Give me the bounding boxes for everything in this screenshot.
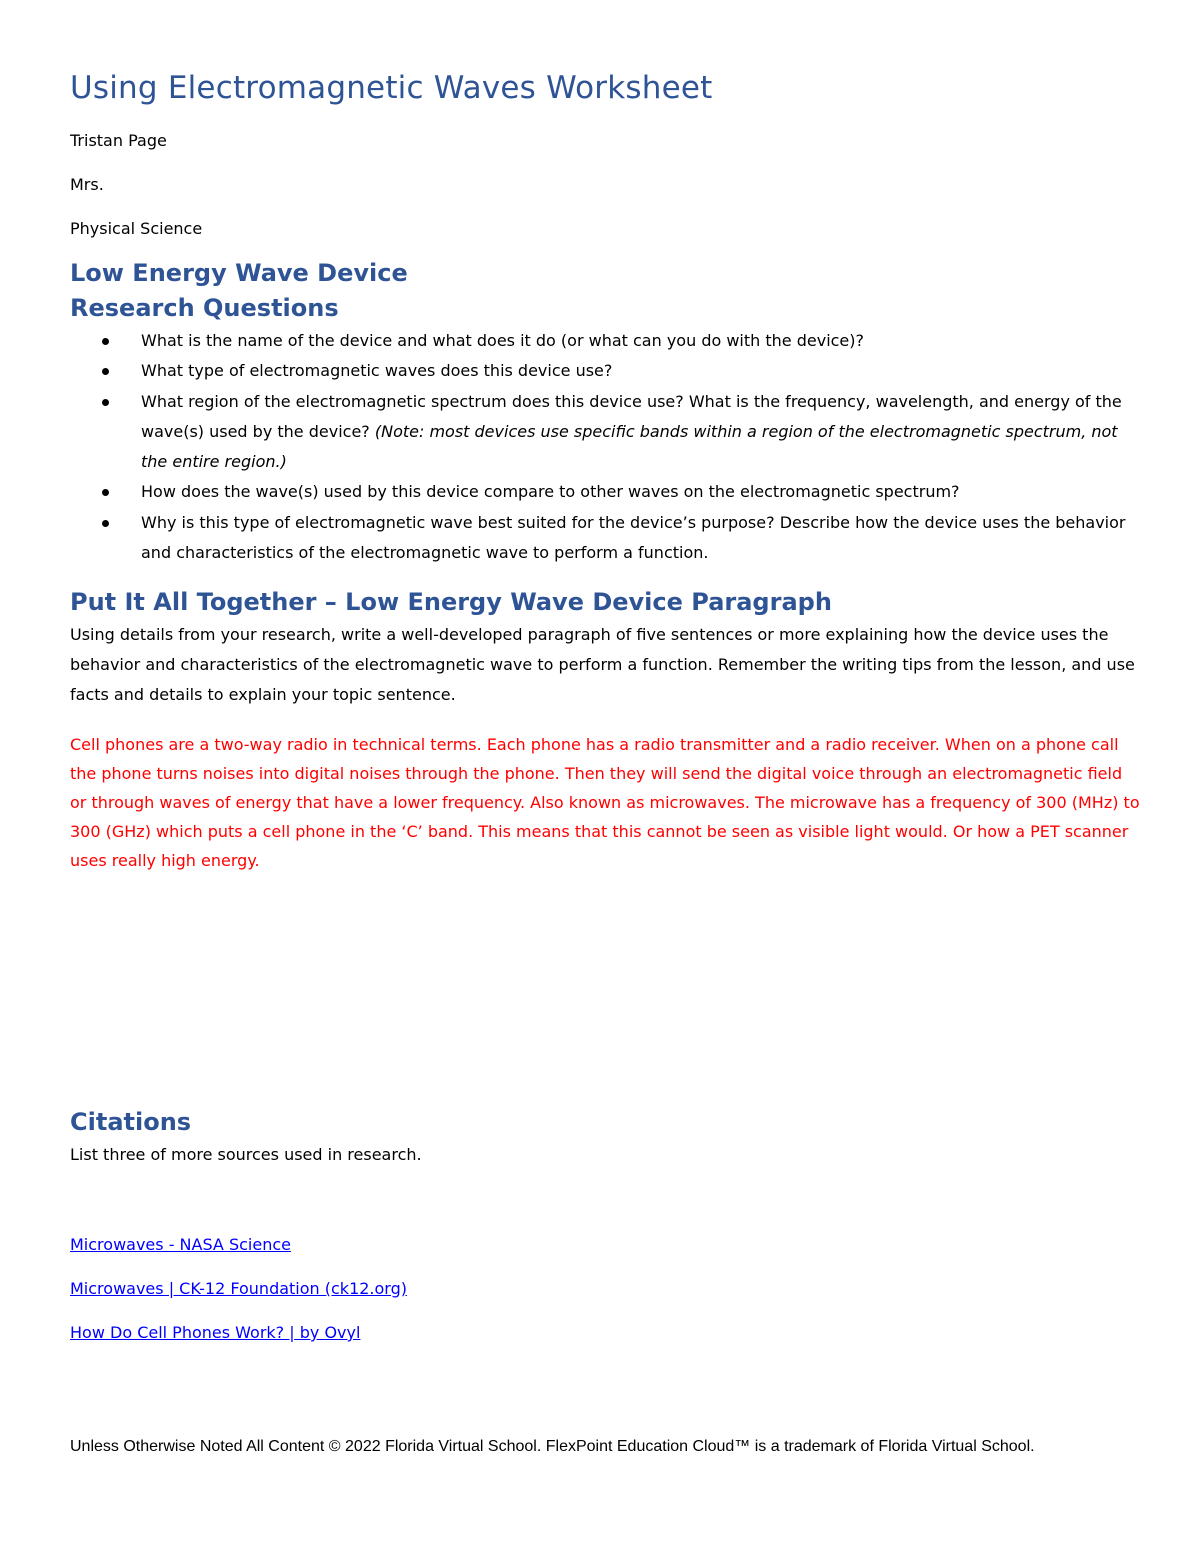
bullet-icon [102,489,109,496]
research-questions-list [100,326,1140,568]
list-item [100,326,1140,356]
bullet-icon [102,338,109,345]
page-title: Using Electromagnetic Waves Worksheet [70,70,713,106]
question-note: (Note: most devices use specific bands within a region of the electromagnetic spectrum, not the entire region.) [141,421,1118,472]
course-name: Physical Science [70,219,203,238]
bullet-icon [102,520,109,527]
bullet-icon [102,399,109,406]
citation-link[interactable]: Microwaves - NASA Science [70,1235,291,1254]
question-text: How does the wave(s) used by this device compare to other waves on the electromagnetic spectrum? [141,482,960,502]
list-item [100,387,1140,478]
list-item [100,508,1140,569]
citation-link[interactable]: Microwaves | CK-12 Foundation (ck12.org) [70,1279,407,1298]
student-answer: Cell phones are a two-way radio in technical terms. Each phone has a radio transmitter and a radio receiver. When on a phone call the phone turns noises into digital noises through the phone. Then they will send the digital voice through an electromagnetic field or through waves of energy that have a lower frequency. Also known as microwaves. The microwave has a frequency of 300 (MHz) to 300 (GHz) which puts a cell phone in the ‘C’ band. This means that this cannot be seen as visible light would. Or how a PET scanner uses really high energy. [70,735,1140,870]
citation-link[interactable]: How Do Cell Phones Work? | by Ovyl [70,1323,361,1342]
list-item [100,477,1140,507]
citations-prompt: List three of more sources used in research. [70,1145,422,1164]
teacher-name: Mrs. [70,175,104,194]
research-heading-line1: Low Energy Wave Device [70,259,408,287]
question-text: What region of the electromagnetic spectrum does this device use? What is the frequency, wavelength, and energy of the wave(s) used by the device? [141,391,1122,441]
research-heading-line2: Research Questions [70,294,339,322]
paragraph-prompt: Using details from your research, write a well-developed paragraph of five sentences or more explaining how the device uses the behavior and characteristics of the electromagnetic wave to perform a function. Remember the writing tips from the lesson, and use facts and details to explain your topic sentence. [70,625,1135,704]
citations-heading: Citations [70,1108,192,1136]
student-name: Tristan Page [70,131,167,150]
research-heading [70,256,408,326]
question-text: What type of electromagnetic waves does this device use? [141,361,613,381]
bullet-icon [102,368,109,375]
paragraph-heading: Put It All Together – Low Energy Wave Device Paragraph [70,588,832,616]
question-text: Why is this type of electromagnetic wave best suited for the device’s purpose? Describe how the device uses the behavior and characteristics of the electromagnetic wave to perform a function. [141,512,1126,563]
question-text: What is the name of the device and what does it do (or what can you do with the device)? [141,331,865,350]
copyright-footer: Unless Otherwise Noted All Content © 2022 Florida Virtual School. FlexPoint Education Cloud™ is a trademark of Florida Virtual School. [70,1438,1035,1455]
list-item [100,356,1140,386]
